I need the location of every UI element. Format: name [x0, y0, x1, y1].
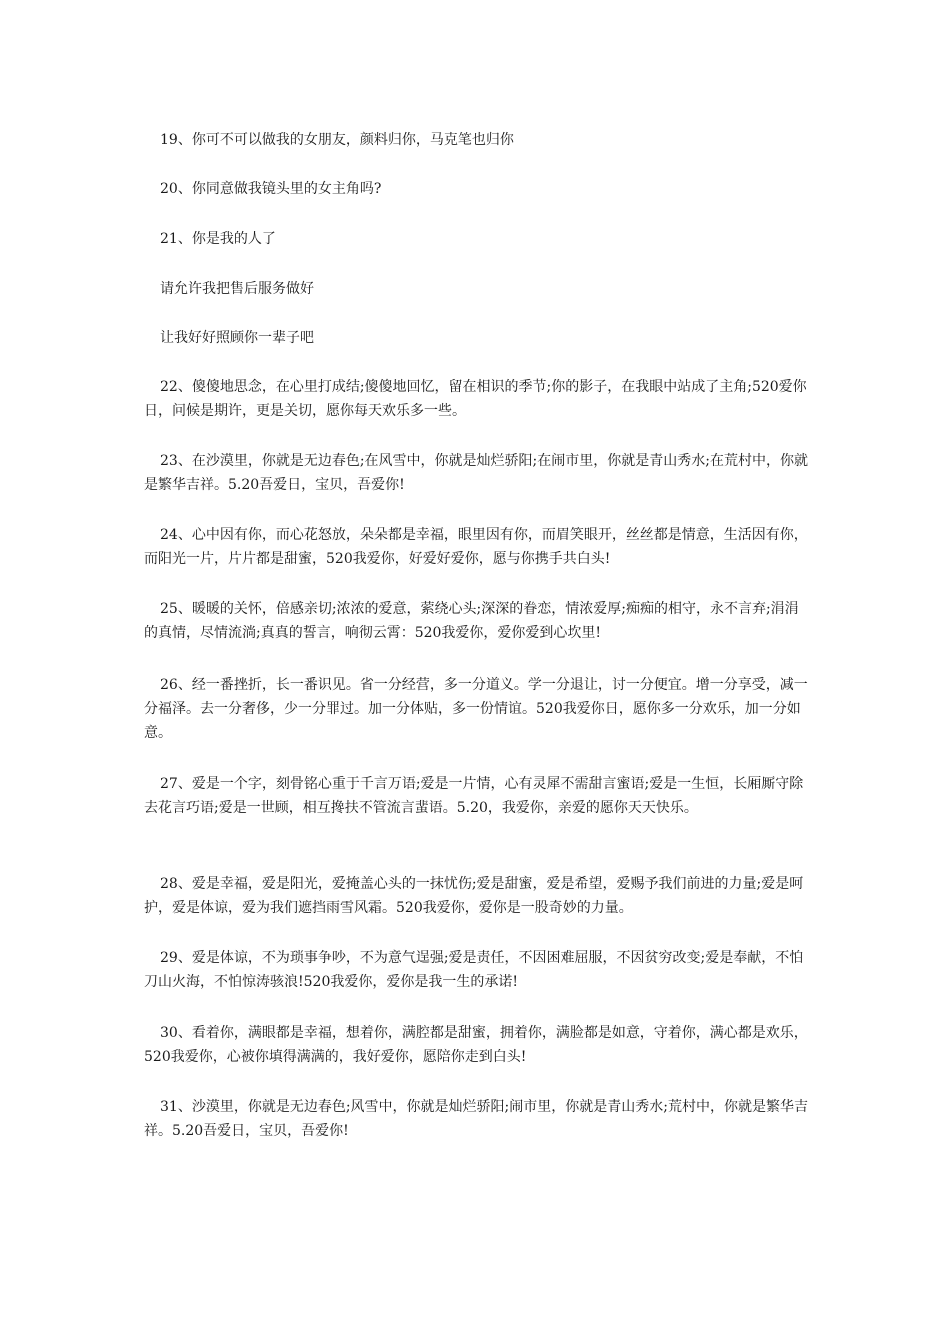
paragraph-text: 21、你是我的人了 — [160, 231, 276, 247]
paragraph-31 — [144, 1095, 808, 1143]
paragraph-24 — [144, 523, 808, 571]
paragraph-text: 26、经一番挫折，长一番识见。省一分经营，多一分道义。学一分退让，讨一分便宜。增一分享受，减一分福泽。去一分奢侈，少一分罪过。加一分体贴，多一份情谊。520我爱你日，愿你多一分欢乐，加一分如意。 — [144, 677, 808, 741]
paragraph-21-line-3 — [144, 326, 808, 350]
paragraph-text: 27、爱是一个字，刻骨铭心重于千言万语;爱是一片情，心有灵犀不需甜言蜜语;爱是一生恒，长厢厮守除去花言巧语;爱是一世顾，相互搀扶不管流言蜚语。5.20，我爱你，亲爱的愿你天天快乐。 — [144, 776, 804, 816]
paragraph-text: 23、在沙漠里，你就是无边春色;在风雪中，你就是灿烂骄阳;在闹市里，你就是青山秀水;在荒村中，你就是繁华吉祥。5.20吾爱日，宝贝，吾爱你! — [144, 453, 808, 493]
paragraph-29 — [144, 946, 808, 994]
paragraph-text: 30、看着你，满眼都是幸福，想着你，满腔都是甜蜜，拥着你，满脸都是如意，守着你，满心都是欢乐，520我爱你，心被你填得满满的，我好爱你，愿陪你走到白头! — [144, 1025, 808, 1065]
paragraph-21 — [144, 227, 808, 251]
paragraph-text: 22、傻傻地思念，在心里打成结;傻傻地回忆，留在相识的季节;你的影子，在我眼中站成了主角;520爱你日，问候是期许，更是关切，愿你每天欢乐多一些。 — [144, 379, 807, 419]
paragraph-30 — [144, 1021, 808, 1069]
paragraph-text: 31、沙漠里，你就是无边春色;风雪中，你就是灿烂骄阳;闹市里，你就是青山秀水;荒村中，你就是繁华吉祥。5.20吾爱日，宝贝，吾爱你! — [144, 1099, 808, 1139]
paragraph-28 — [144, 872, 808, 920]
paragraph-19 — [144, 128, 808, 152]
paragraph-27 — [144, 772, 808, 820]
paragraph-22 — [144, 375, 808, 423]
paragraph-text: 让我好好照顾你一辈子吧 — [160, 330, 314, 346]
paragraph-21-line-2 — [144, 277, 808, 301]
paragraph-text: 29、爱是体谅，不为琐事争吵，不为意气逞强;爱是责任，不因困难屈服，不因贫穷改变;爱是奉献，不怕刀山火海，不怕惊涛骇浪!520我爱你，爱你是我一生的承诺! — [144, 950, 804, 990]
paragraph-text: 20、你同意做我镜头里的女主角吗? — [160, 181, 382, 197]
paragraph-26 — [144, 673, 808, 745]
paragraph-text: 19、你可不可以做我的女朋友，颜料归你，马克笔也归你 — [160, 132, 514, 148]
paragraph-text: 28、爱是幸福，爱是阳光，爱掩盖心头的一抹忧伤;爱是甜蜜，爱是希望，爱赐予我们前进的力量;爱是呵护，爱是体谅，爱为我们遮挡雨雪风霜。520我爱你，爱你是一股奇妙的力量。 — [144, 876, 804, 916]
paragraph-text: 请允许我把售后服务做好 — [160, 281, 314, 297]
paragraph-25 — [144, 597, 808, 645]
paragraph-text: 25、暖暖的关怀，倍感亲切;浓浓的爱意，萦绕心头;深深的眷恋，情浓爱厚;痴痴的相守，永不言弃;涓涓的真情，尽情流淌;真真的誓言，响彻云霄：520我爱你，爱你爱到心坎里! — [144, 601, 799, 641]
paragraph-20 — [144, 177, 808, 201]
paragraph-23 — [144, 449, 808, 497]
paragraph-text: 24、心中因有你，而心花怒放，朵朵都是幸福，眼里因有你，而眉笑眼开，丝丝都是情意，生活因有你，而阳光一片，片片都是甜蜜，520我爱你，好爱好爱你，愿与你携手共白头! — [144, 527, 808, 567]
